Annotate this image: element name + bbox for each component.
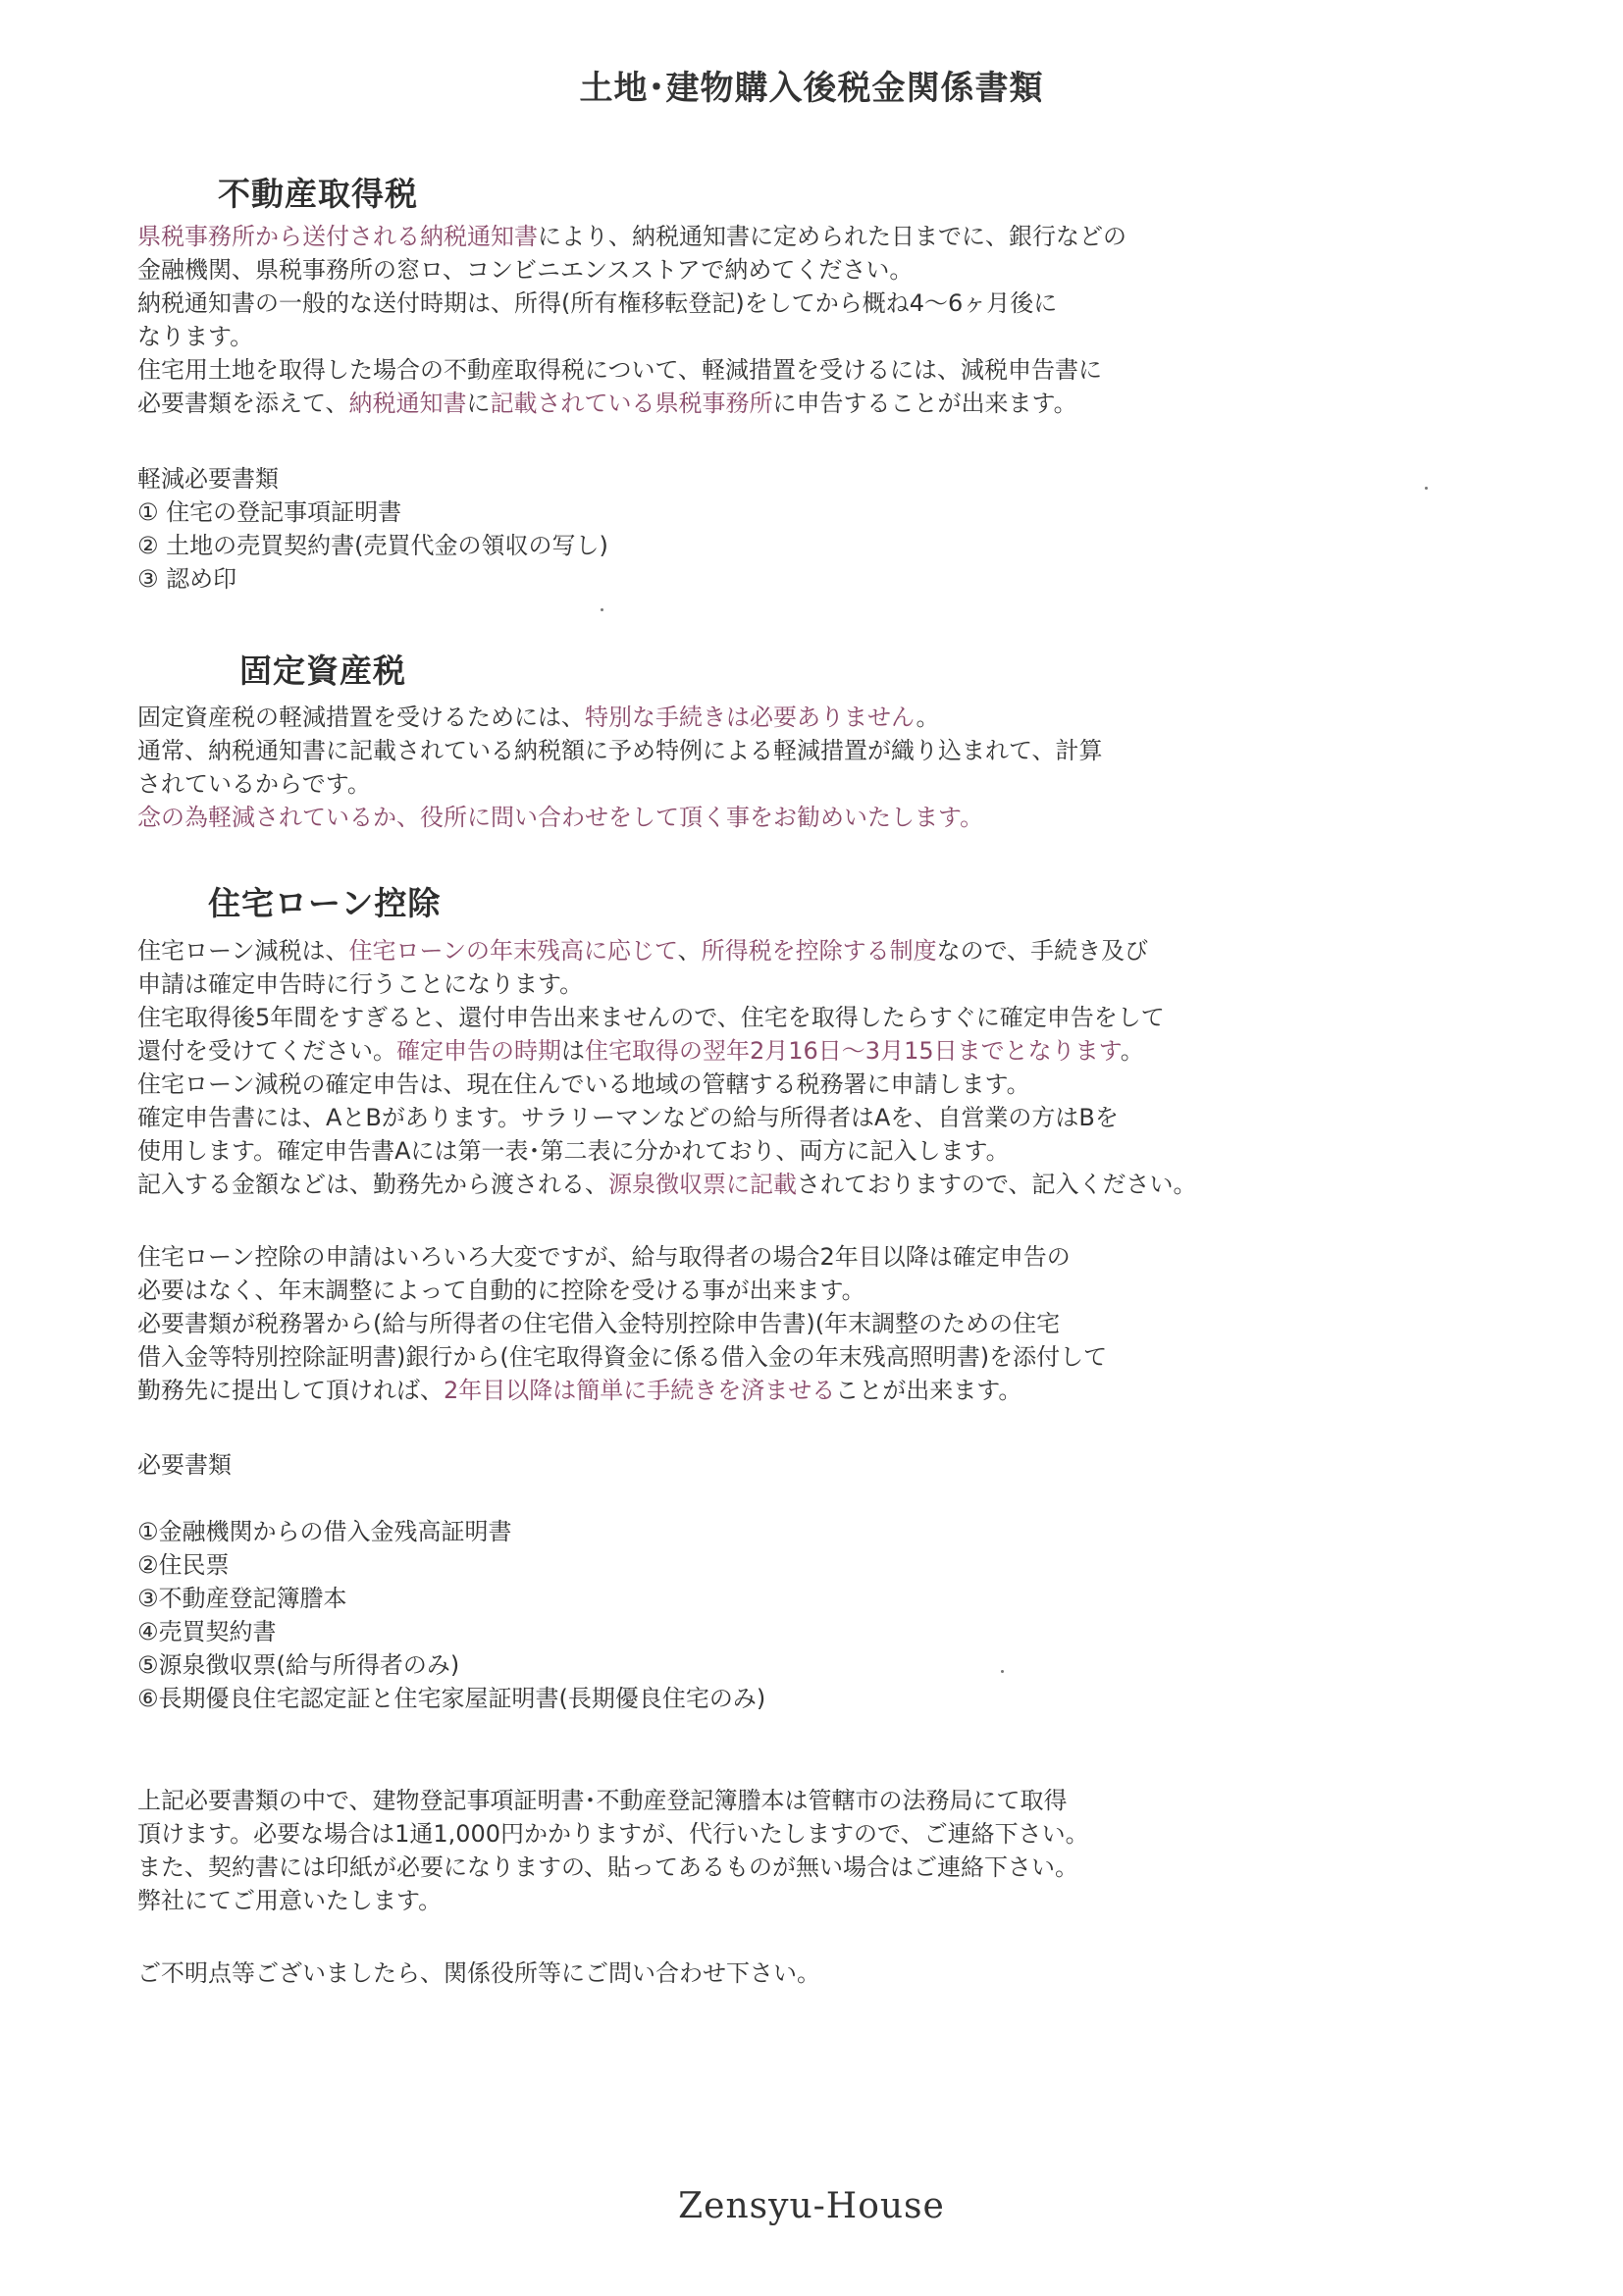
paragraph-line <box>137 701 1511 734</box>
closing-paragraph <box>137 1957 1511 1990</box>
note-line: また、契約書には印紙が必要になりますの、貼ってあるものが無い場合はご連絡下さい。 <box>137 1853 1079 1881</box>
highlighted-text: 源泉徴収票に記載 <box>608 1171 797 1198</box>
paragraph-line <box>137 220 1511 253</box>
heading-real-estate-acquisition-tax: 不動産取得税 <box>218 175 418 213</box>
text-segment: 借入金等特別控除証明書)銀行から(住宅取得資金に係る借入金の年末残高照明書)を添付して <box>137 1343 1108 1371</box>
text-segment: 還付を受けてください。 <box>137 1037 396 1065</box>
paragraph-line <box>137 1101 1511 1134</box>
text-segment: は <box>561 1037 585 1065</box>
paragraph-line <box>137 1340 1511 1374</box>
list-item: ⑤源泉徴収票(給与所得者のみ) <box>137 1651 460 1679</box>
paragraph-line <box>137 320 1511 353</box>
highlighted-text: 所得税を控除する制度 <box>701 937 937 965</box>
paragraph-line <box>137 253 1511 287</box>
paragraph-line <box>137 934 1511 967</box>
list-item: ② 土地の売買契約書(売買代金の領収の写し) <box>137 532 608 559</box>
scan-speck <box>1001 1670 1004 1673</box>
text-segment: により、納税通知書に定められた日までに、銀行などの <box>538 223 1126 250</box>
text-segment: 納税通知書の一般的な送付時期は、所得(所有権移転登記)をしてから概ね4～6ヶ月後に <box>137 289 1058 317</box>
highlighted-text: 住宅ローンの年末残高に応じて <box>348 937 678 965</box>
text-segment: 住宅ローン減税の確定申告は、現在住んでいる地域の管轄する税務署に申請します。 <box>137 1070 1030 1098</box>
highlighted-text: 県税事務所から送付される納税通知書 <box>137 223 538 250</box>
text-segment: 必要書類を添えて、 <box>137 390 349 417</box>
paragraph-line <box>137 287 1511 320</box>
docs-label: 軽減必要書類 <box>137 465 279 493</box>
highlighted-text: 特別な手続きは必要ありません <box>585 704 916 731</box>
text-segment: 必要書類が税務署から(給与所得者の住宅借入金特別控除申告書)(年末調整のための住宅 <box>137 1310 1061 1337</box>
paragraph-line <box>137 734 1511 767</box>
text-segment: 住宅ローン控除の申請はいろいろ大変ですが、給与取得者の場合2年目以降は確定申告の <box>137 1243 1071 1271</box>
paragraph-line <box>137 1134 1511 1168</box>
text-segment: 確定申告書には、AとBがあります。サラリーマンなどの給与所得者はAを、自営業の方はBを <box>137 1104 1119 1131</box>
section3-paragraph-2 <box>137 1240 1511 1407</box>
paragraph-line <box>137 1274 1511 1307</box>
text-segment: 、 <box>677 937 702 965</box>
section1-paragraph <box>137 220 1511 420</box>
heading-housing-loan-deduction: 住宅ローン控除 <box>208 884 442 922</box>
scan-speck <box>1425 487 1428 490</box>
text-segment: に <box>466 390 491 417</box>
text-segment: に申告することが出来ます。 <box>772 390 1077 417</box>
list-item: ③不動産登記簿謄本 <box>137 1585 347 1612</box>
paragraph-line <box>137 1034 1511 1068</box>
note-line: 頂けます。必要な場合は1通1,000円かかりますが、代行いたしますので、ご連絡下さい。 <box>137 1820 1089 1848</box>
text-segment: 通常、納税通知書に記載されている納税額に予め特例による軽減措置が織り込まれて、計算 <box>137 737 1103 764</box>
text-segment: 勤務先に提出して頂ければ、 <box>137 1377 444 1404</box>
paragraph-line <box>137 967 1511 1001</box>
section3-docs-list <box>137 1515 1511 1715</box>
section2-paragraph <box>137 701 1511 834</box>
notes-paragraph <box>137 1784 1511 1917</box>
highlighted-text: 記載されている県税事務所 <box>490 390 773 417</box>
highlighted-text: 住宅取得の翌年2月16日～3月15日までとなります <box>585 1037 1121 1065</box>
highlighted-text: 確定申告の時期 <box>396 1037 561 1065</box>
text-segment: 住宅用土地を取得した場合の不動産取得税について、軽減措置を受けるには、減税申告書に <box>137 356 1103 384</box>
list-item: ②住民票 <box>137 1551 230 1579</box>
paragraph-line <box>137 1068 1511 1101</box>
text-segment: なります。 <box>137 323 254 350</box>
text-segment: 使用します。確定申告書Aには第一表･第二表に分かれており、両方に記入します。 <box>137 1137 1010 1165</box>
list-item: ③ 認め印 <box>137 565 237 593</box>
text-segment: ことが出来ます。 <box>835 1377 1022 1404</box>
highlighted-text: 2年目以降は簡単に手続きを済ませる <box>444 1377 836 1404</box>
closing-line: ご不明点等ございましたら、関係役所等にご問い合わせ下さい。 <box>137 1959 820 1987</box>
text-segment: なので、手続き及び <box>936 937 1149 965</box>
text-segment: 。 <box>1120 1037 1144 1065</box>
paragraph-line <box>137 353 1511 387</box>
paragraph-line <box>137 1307 1511 1340</box>
note-line: 上記必要書類の中で、建物登記事項証明書･不動産登記簿謄本は管轄市の法務局にて取得 <box>137 1787 1068 1814</box>
text-segment: されているからです。 <box>137 770 371 798</box>
text-segment: 。 <box>916 704 940 731</box>
text-segment: 記入する金額などは、勤務先から渡される、 <box>137 1171 608 1198</box>
paragraph-line <box>137 801 1511 834</box>
paragraph-line <box>137 1374 1511 1407</box>
text-segment: 住宅ローン減税は、 <box>137 937 349 965</box>
text-segment: 必要はなく、年末調整によって自動的に控除を受ける事が出来ます。 <box>137 1277 865 1304</box>
list-item: ①金融機関からの借入金残高証明書 <box>137 1518 512 1545</box>
heading-fixed-asset-tax: 固定資産税 <box>239 652 406 690</box>
text-segment: 申請は確定申告時に行うことになります。 <box>137 970 584 998</box>
scan-speck <box>601 608 603 611</box>
list-item: ① 住宅の登記事項証明書 <box>137 498 402 526</box>
text-segment: 固定資産税の軽減措置を受けるためには、 <box>137 704 585 731</box>
list-item: ④売買契約書 <box>137 1618 277 1645</box>
paragraph-line <box>137 1001 1511 1034</box>
note-line: 弊社にてご用意いたします。 <box>137 1887 443 1914</box>
paragraph-line <box>137 767 1511 801</box>
section3-docs-label <box>137 1448 1511 1482</box>
text-segment: 金融機関、県税事務所の窓ロ、コンビニエンスストアで納めてください。 <box>137 256 914 284</box>
highlighted-text: 念の為軽減されているか、役所に問い合わせをして頂く事をお勧めいたします。 <box>137 804 984 831</box>
text-segment: 住宅取得後5年間をすぎると、還付申告出来ませんので、住宅を取得したらすぐに確定申告をして <box>137 1004 1165 1031</box>
company-logo: Zensyu-House <box>678 2186 945 2226</box>
section3-paragraph <box>137 934 1511 1201</box>
list-item: ⑥長期優良住宅認定証と住宅家屋証明書(長期優良住宅のみ) <box>137 1685 766 1712</box>
paragraph-line <box>137 387 1511 420</box>
text-segment: されておりますので、記入ください。 <box>797 1171 1197 1198</box>
docs-label: 必要書類 <box>137 1451 232 1479</box>
paragraph-line <box>137 1240 1511 1274</box>
section1-docs-list <box>137 462 1511 596</box>
paragraph-line <box>137 1168 1511 1201</box>
highlighted-text: 納税通知書 <box>348 390 467 417</box>
page-title: 土地･建物購入後税金関係書類 <box>579 69 1044 108</box>
